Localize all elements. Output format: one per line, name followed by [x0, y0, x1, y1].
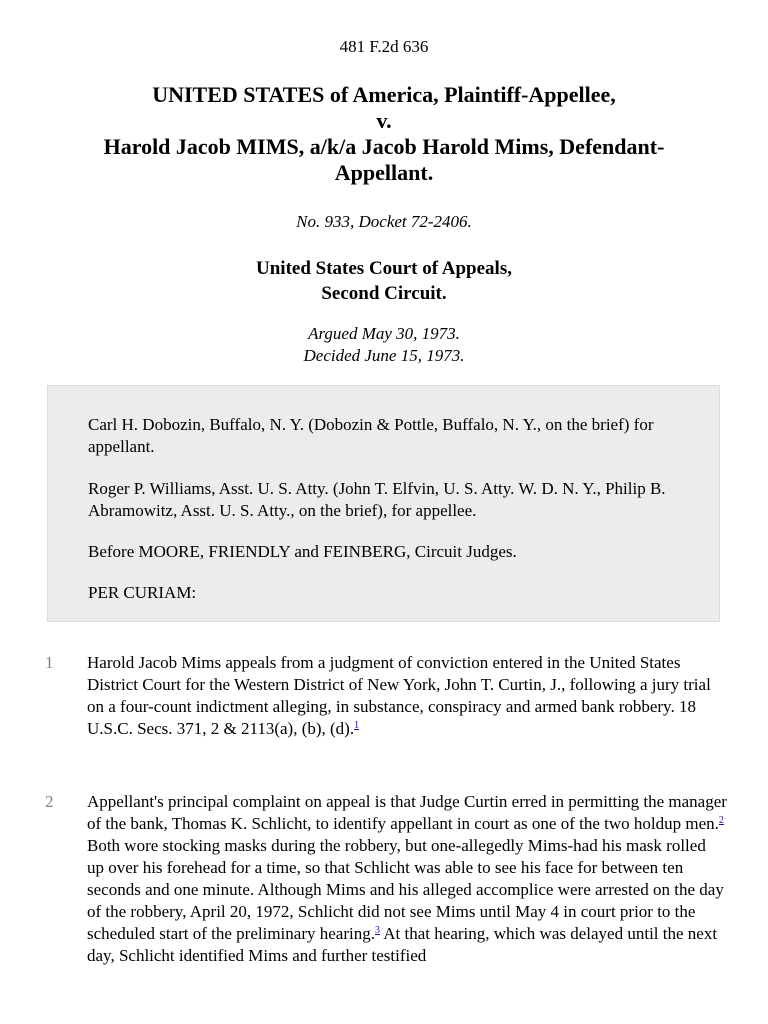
decided-date: Decided June 15, 1973. [303, 346, 465, 365]
footnote-link-1[interactable]: 1 [354, 720, 360, 731]
per-curiam-heading: PER CURIAM: [88, 583, 197, 602]
appellant-counsel: Carl H. Dobozin, Buffalo, N. Y. (Dobozin & Pottle, Buffalo, N. Y., on the brief) for appellant. [88, 415, 654, 456]
footnote-ref [719, 815, 724, 826]
case-dates [0, 323, 768, 367]
paragraph-text [87, 791, 727, 967]
paragraph-text-part: At that hearing, which was delayed until the next day, Schlicht identified Mims and further testified [87, 924, 718, 965]
plaintiff-line: UNITED STATES of America, Plaintiff-Appellee, [152, 82, 616, 107]
case-citation: 481 F.2d 636 [339, 37, 429, 56]
judges-panel: Before MOORE, FRIENDLY and FEINBERG, Circuit Judges. [88, 542, 517, 561]
court-line-1: United States Court of Appeals, [256, 258, 512, 279]
defendant-line-1: Harold Jacob MIMS, a/k/a Jacob Harold Mims, Defendant- [103, 134, 665, 159]
appellee-counsel: Roger P. Williams, Asst. U. S. Atty. (John T. Elfvin, U. S. Atty. W. D. N. Y., Philip B. Abramowitz, Asst. U. S. Atty., on the brief), for appellee. [88, 479, 666, 520]
court-line-2: Second Circuit. [321, 283, 447, 304]
paragraph-text-part: Both wore stocking masks during the robbery, but one-allegedly Mims-had his mask rolled up over his forehead for a time, so that Schlicht was able to see his face for between ten seconds and one minute. Although Mims and his alleged accomplice were arrested on the day of the robbery, April 20, 1972, Schlicht did not see Mims until May 4 in court prior to the scheduled start of the preliminary hearing. [87, 836, 724, 943]
paragraph-text-part: Harold Jacob Mims appeals from a judgment of conviction entered in the United States District Court for the Western District of New York, John T. Curtin, J., following a jury trial on a four-count indictment alleging, in substance, conspiracy and armed bank robbery. 18 U.S.C. Secs. 371, 2 & 2113(a), (b), (d). [87, 653, 711, 738]
court-name [0, 256, 768, 306]
versus-line: v. [376, 108, 392, 133]
argued-date: Argued May 30, 1973. [308, 324, 460, 343]
paragraph-text [87, 652, 727, 740]
docket-number: No. 933, Docket 72-2406. [296, 212, 472, 231]
paragraph-number: 1 [45, 653, 54, 672]
case-caption [40, 82, 728, 186]
paragraph-text-part: Appellant's principal complaint on appeal is that Judge Curtin erred in permitting the manager of the bank, Thomas K. Schlicht, to identify appellant in court as one of the two holdup men. [87, 792, 727, 833]
paragraph-number: 2 [45, 792, 54, 811]
footnote-link-2[interactable]: 2 [718, 815, 724, 826]
footnote-ref [354, 720, 359, 731]
defendant-line-2: Appellant. [334, 160, 434, 185]
footnote-link-3[interactable]: 3 [374, 925, 380, 936]
counsel-box [47, 385, 720, 622]
